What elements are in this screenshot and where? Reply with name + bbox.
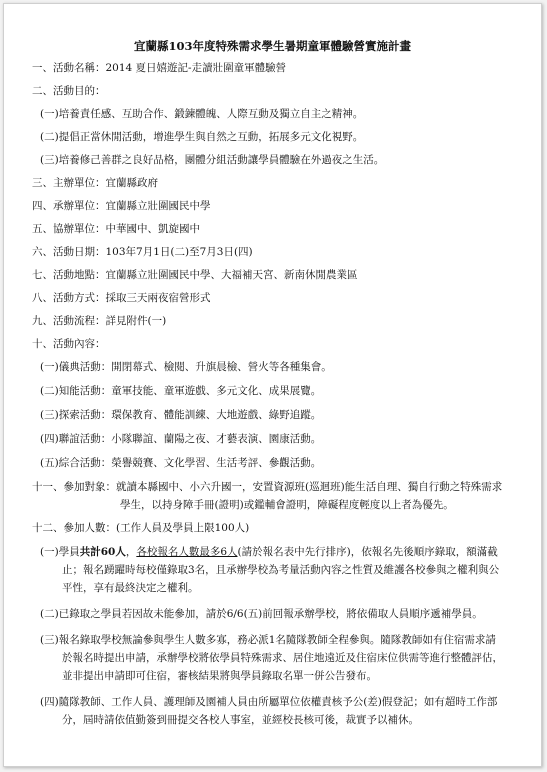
section-12-item-1-limit: 各校報名人數最多6人 [136,546,238,558]
section-8-label: 八、活動方式： [32,292,106,304]
section-7-label: 七、活動地點： [32,269,106,281]
document-title: 宜蘭縣103年度特殊需求學生暑期童軍體驗營實施計畫 [133,39,411,53]
section-6-text: 103年7月1日(二)至7月3日(四) [105,246,253,258]
section-12-item-1-line-3: 平性，享有最終決定之權利。 [62,582,199,594]
section-11-text-1: 就讀本縣國中、小六升國一，安置資源班(巡迴班)能生活自理、獨自行動之特殊需求 [116,481,503,493]
section-12-item-1-line-2: 止；報名踴躍時每校僅錄取3名，且承辦學校為考量活動內容之性質及維護各校參與之權利與公 [62,564,500,576]
section-2-item-3: (三)培養修己善群之良好品格，團體分組活動讓學員體驗在外過夜之生活。 [40,154,385,166]
section-12-text: (工作人員及學員上限100人) [116,522,250,534]
section-12-item-4-line-2: 分，屆時請依值勤簽到冊提交各校人事室，並經校長核可後，裁實予以補休。 [62,714,419,726]
section-10-item-4: (四)聯誼活動：小隊聯誼、蘭陽之夜、才藝表演、園康活動。 [40,433,322,445]
section-1-label: 一、活動名稱： [32,62,106,74]
section-12-item-1-line-1 [40,546,498,559]
section-2-label: 二、活動目的： [32,85,106,97]
section-10-label: 十、活動內容： [32,338,106,350]
section-12-item-1-total: 共計60人 [79,546,126,558]
document-page [3,3,542,767]
section-12-item-3-line-2: 於報名時提出申請，承辦學校將依學員特殊需求、居住地遠近及住宿床位供需等進行整體評估， [62,652,503,664]
section-3-text: 宜蘭縣政府 [105,177,158,189]
section-5-label: 五、協辦單位： [32,223,106,235]
section-12-item-1-rest: (請於報名表中先行排序)，依報名先後順序錄取，額滿截 [237,546,498,558]
section-12-item-3-line-3: 並非提出申請即可住宿，審核結果將與學員錄取名單一併公告發布。 [62,670,377,682]
section-12-label: 十二、參加人數： [32,522,116,534]
section-9-label: 九、活動流程： [32,315,106,327]
section-1-text: 2014 夏日嬉遊記-走讀壯圍童軍體驗營 [105,62,287,74]
section-11-line-2: 學生，以持身障手冊(證明)或鑑輔會證明，障礙程度輕度以上者為優先。 [120,499,454,511]
section-7 [32,269,358,282]
section-6 [32,246,253,259]
section-7-text: 宜蘭縣立壯圍國民中學、大福補天宮、新南休閒農業區 [105,269,358,281]
section-12 [32,522,249,535]
section-5 [32,223,200,236]
section-5-text: 中華國中、凱旋國中 [105,223,200,235]
section-8 [32,292,211,305]
section-11-line-1 [32,481,502,494]
section-3-label: 三、主辦單位： [32,177,106,189]
section-12-item-4-line-1: (四)隨隊教師、工作人員、護理師及園補人員由所屬單位依權責核予公(差)假登記；如有超時工作部 [40,696,498,708]
section-9 [32,315,166,328]
section-2-item-1: (一)培養責任感、互助合作、鍛鍊體魄、人際互動及獨立自主之精神。 [40,108,364,120]
section-12-item-2: (二)已錄取之學員若因故未能參加，請於6/6(五)前回報承辦學校，將依備取人員順序遞補學員。 [40,608,483,620]
section-2-item-2: (二)提倡正當休閒活動，增進學生與自然之互動，拓展多元文化視野。 [40,131,364,143]
section-4-text: 宜蘭縣立壯圍國民中學 [105,200,211,212]
section-12-item-1-sep: ， [125,546,137,558]
section-11-label: 十一、參加對象： [32,481,116,493]
section-3 [32,177,158,190]
section-10-item-2: (二)知能活動：童軍技能、童軍遊戲、多元文化、成果展覽。 [40,385,322,397]
section-8-text: 採取三天兩夜宿營形式 [105,292,211,304]
section-10-item-1: (一)儀典活動：開閉幕式、檢閱、升旗晨檢、營火等各種集會。 [40,361,332,373]
section-4-label: 四、承辦單位： [32,200,106,212]
section-12-item-1-prefix: (一)學員 [40,546,80,558]
section-6-label: 六、活動日期： [32,246,106,258]
section-10-item-5: (五)綜合活動：榮譽競賽、文化學習、生活考評、參觀活動。 [40,457,322,469]
section-1 [32,62,286,75]
section-4 [32,200,211,213]
section-9-text: 詳見附件(一) [105,315,167,327]
section-12-item-3-line-1: (三)報名錄取學校無論參與學生人數多寡，務必派1名隨隊教師全程參與。隨隊教師如有住宿需求請 [40,634,496,646]
section-10-item-3: (三)探索活動：環保教育、體能訓練、大地遊戲、綠野追蹤。 [40,409,322,421]
